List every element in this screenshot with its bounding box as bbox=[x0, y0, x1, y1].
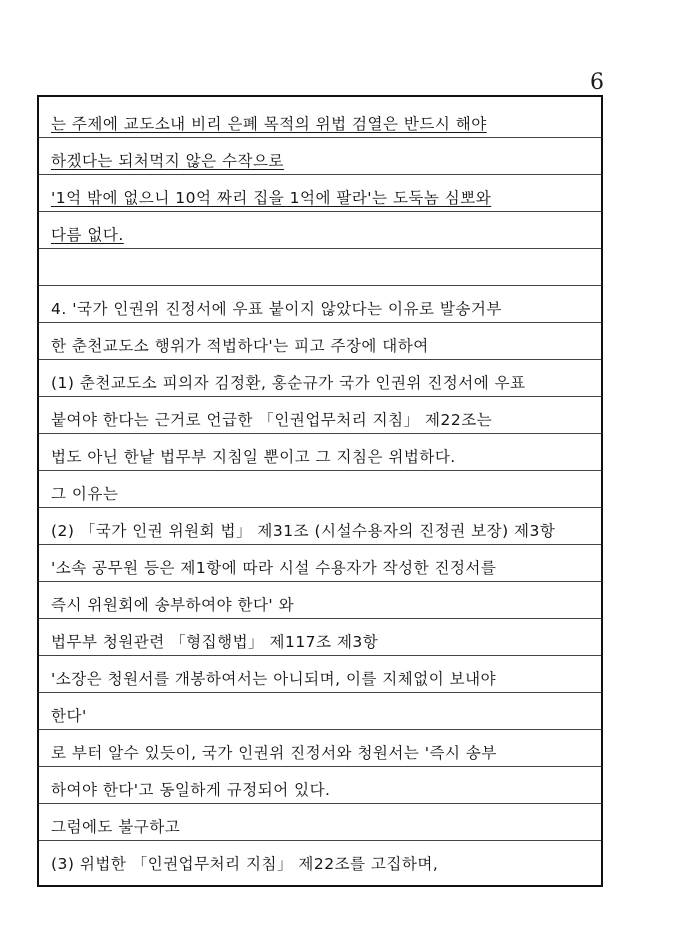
ruled-line bbox=[39, 174, 601, 175]
ruled-line bbox=[39, 470, 601, 471]
ruled-line bbox=[39, 211, 601, 212]
ruled-line bbox=[39, 581, 601, 582]
ruled-line bbox=[39, 248, 601, 249]
text-line: 한 춘천교도소 행위가 적법하다'는 피고 주장에 대하여 bbox=[51, 337, 429, 355]
ruled-line bbox=[39, 137, 601, 138]
ruled-line bbox=[39, 840, 601, 841]
text-line: 는 주제에 교도소내 비리 은폐 목적의 위법 검열은 반드시 해야 bbox=[51, 115, 487, 133]
page-number: 6 bbox=[590, 70, 604, 95]
text-line: '1억 밖에 없으니 10억 짜리 집을 1억에 팔라'는 도둑놈 심뽀와 bbox=[51, 189, 492, 207]
text-line: 4. '국가 인권위 진정서에 우표 붙이지 않았다는 이유로 발송거부 bbox=[51, 300, 502, 318]
text-line: 법무부 청원관련 「형집행법」 제117조 제3항 bbox=[51, 633, 379, 651]
text-line: 한다' bbox=[51, 707, 87, 725]
ruled-line bbox=[39, 322, 601, 323]
ruled-line bbox=[39, 729, 601, 730]
text-line: '소속 공무원 등은 제1항에 따라 시설 수용자가 작성한 진정서를 bbox=[51, 559, 497, 577]
text-line: 하여야 한다'고 동일하게 규정되어 있다. bbox=[51, 781, 331, 799]
text-line: 다름 없다. bbox=[51, 226, 124, 244]
ruled-line bbox=[39, 396, 601, 397]
text-line: (2) 「국가 인권 위원회 법」 제31조 (시설수용자의 진정권 보장) 제3항 bbox=[51, 522, 556, 540]
ruled-line bbox=[39, 359, 601, 360]
text-line: 붙여야 한다는 근거로 언급한 「인권업무처리 지침」 제22조는 bbox=[51, 411, 493, 429]
text-line: 그 이유는 bbox=[51, 485, 119, 503]
text-line: 로 부터 알수 있듯이, 국가 인권위 진정서와 청원서는 '즉시 송부 bbox=[51, 744, 497, 762]
ruled-line bbox=[39, 655, 601, 656]
lined-paper-sheet bbox=[37, 95, 603, 887]
text-line: (1) 춘천교도소 피의자 김정환, 홍순규가 국가 인권위 진정서에 우표 bbox=[51, 374, 526, 392]
text-line: (3) 위법한 「인권업무처리 지침」 제22조를 고집하며, bbox=[51, 855, 439, 873]
ruled-line bbox=[39, 692, 601, 693]
text-line: '소장은 청원서를 개봉하여서는 아니되며, 이를 지체없이 보내야 bbox=[51, 670, 497, 688]
ruled-line bbox=[39, 544, 601, 545]
text-line: 하겠다는 되처먹지 않은 수작으로 bbox=[51, 152, 284, 170]
text-line: 그럼에도 불구하고 bbox=[51, 818, 181, 836]
ruled-line bbox=[39, 618, 601, 619]
ruled-line bbox=[39, 766, 601, 767]
ruled-line bbox=[39, 507, 601, 508]
text-line: 법도 아닌 한낱 법무부 지침일 뿐이고 그 지침은 위법하다. bbox=[51, 448, 456, 466]
ruled-line bbox=[39, 285, 601, 286]
ruled-line bbox=[39, 803, 601, 804]
ruled-line bbox=[39, 433, 601, 434]
text-line: 즉시 위원회에 송부하여야 한다' 와 bbox=[51, 596, 295, 614]
